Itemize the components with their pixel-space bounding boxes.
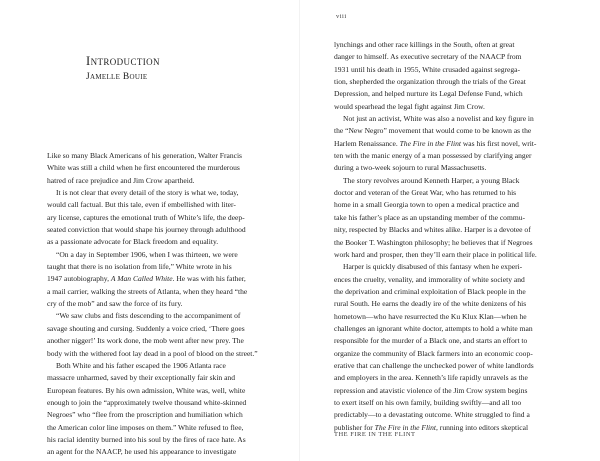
text-line: challenges an ignorant white doctor, attempts to hold a white man [334, 323, 533, 333]
text-line: seated conviction that would shape his journey through adulthood [47, 225, 246, 235]
text-line: and employers in the area. Kenneth’s life rapidly unravels as the [334, 373, 528, 383]
text-line: responsible for the murder of a Black one, and starts an effort to [334, 336, 528, 346]
text-line: as a passionate advocate for Black freedom and equality. [47, 237, 219, 247]
text-line: massacre unharmed, saved by their exceptionally fair skin and [47, 373, 235, 383]
text-line: organize the community of Black farmers into an economic coop- [334, 348, 533, 358]
text-line: savage shouting and cursing. Suddenly a voice cried, ‘There goes [47, 323, 245, 333]
text-line: 1931 until his death in 1955, White crusaded against segrega- [334, 64, 520, 74]
running-footer: THE FIRE IN THE FLINT [334, 431, 416, 438]
text-line: publisher for The Fire in the Flint, running into editors skeptical [334, 422, 529, 432]
text-line: European features. By his own admission, White was, well, white [47, 385, 246, 395]
chapter-title: Introduction [86, 54, 160, 68]
text-line: rural South. He earns the deadly ire of the white denizens of his [334, 299, 527, 309]
body-text [47, 150, 290, 459]
text-line: the deprivation and criminal exploitation of Black people in the [334, 286, 526, 296]
text-line: work hard and prosper, then they’ll earn their place in political life. [334, 249, 537, 259]
text-line: Harper is quickly disabused of this fantasy when he experi- [343, 262, 523, 272]
text-line: another nigger!’ Its work done, the mob went after new prey. The [47, 336, 244, 346]
text-line: doctor and veteran of the Great War, who has returned to his [334, 188, 517, 198]
text-line: ences the cruelty, venality, and immorality of white society and [334, 274, 525, 284]
text-line: Both White and his father escaped the 1906 Atlanta race [56, 360, 226, 370]
text-line: Depression, and helped nurture its Legal Defense Fund, which [334, 89, 523, 99]
text-line: tion, shepherded the organization through the trials of the Great [334, 77, 526, 87]
text-line: erative that can challenge the unchecked power of white landlords [334, 360, 534, 370]
text-line: hometown—who have resurrected the Ku Klux Klan—when he [334, 311, 527, 321]
text-line: repression and atavistic violence of the Jim Crow system begins [334, 385, 528, 395]
text-line: Like so many Black Americans of his generation, Walter Francis [47, 151, 242, 160]
text-line: the “New Negro” movement that would come to be known as the [334, 126, 532, 136]
text-line: would spearhead the legal fight against Jim Crow. [334, 101, 485, 111]
text-line: his racial identity burned into his soul by the fires of race hate. As [47, 434, 246, 444]
text-line: The story revolves around Kenneth Harper, a young Black [343, 175, 520, 185]
text-line: “On a day in September 1906, when I was thirteen, we were [56, 249, 238, 259]
text-line: to exert itself on his own family, building swiftly—and all too [334, 397, 522, 407]
text-line: take his father’s place as an upstanding member of the commu- [334, 212, 525, 222]
text-line: cry of the mob” and saw the force of its fury. [47, 299, 183, 309]
text-line: body with the withered foot lay dead in a pool of blood on the street.” [47, 348, 258, 358]
text-line: lynchings and other race killings in the South, often at great [334, 40, 515, 49]
text-line: a mail carrier, walking the streets of Atlanta, when they heard “the [47, 286, 248, 296]
text-line: ary license, captures the emotional truth of White’s life, the deep- [47, 212, 245, 222]
text-line: taught that there is no isolation from life,” White wrote in his [47, 262, 232, 272]
book-title: The Fire in the Flint [399, 138, 461, 148]
text-line: Harlem Renaissance. The Fire in the Flint was his first novel, writ- [334, 138, 537, 148]
text-line: during a two-week sojourn to rural Massachusetts. [334, 163, 487, 173]
text-line: enough to join the “approximately twelve thousand white-skinned [47, 397, 247, 407]
text-line: White was still a child when he first encountered the murderous [47, 163, 240, 173]
book-title: The Fire in the Flint [374, 422, 437, 432]
text-line: nity, respected by Blacks and whites alike. Harper is a devotee of [334, 225, 531, 235]
text-line: an agent for the NAACP, he used his appearance to investigate [47, 447, 237, 457]
text-line: the Booker T. Washington philosophy; he believes that if Negroes [334, 237, 533, 247]
text-line: 1947 autobiography, A Man Called White. He was with his father, [47, 274, 246, 284]
text-line: hatred of race prejudice and Jim Crow apartheid. [47, 175, 195, 185]
text-line: would call factual. But this tale, even if embellished with liter- [47, 200, 236, 210]
text-line: It is not clear that every detail of the story is what we, today, [56, 188, 239, 198]
text-line: “We saw clubs and fists descending to the accompaniment of [56, 311, 241, 321]
text-line: Negroes” who “flee from the proscription and humiliation which [47, 410, 243, 420]
text-line: danger to himself. As executive secretary of the NAACP from [334, 52, 522, 62]
page-number: viii [336, 13, 347, 20]
body-text [334, 39, 580, 434]
book-title: A Man Called White [110, 274, 173, 284]
text-line: ten with the manic energy of a man possessed by clarifying anger [334, 151, 532, 161]
text-line: home in a small Georgia town to open a medical practice and [334, 200, 519, 210]
text-line: the American color line imposes on them.” White refused to flee, [47, 422, 244, 432]
chapter-author: Jamelle Bouie [86, 72, 148, 82]
text-line: predictably—to a devastating outcome. White struggled to find a [334, 410, 530, 420]
right-page [300, 0, 600, 461]
text-line: Not just an activist, White was also a novelist and key figure in [343, 114, 534, 124]
